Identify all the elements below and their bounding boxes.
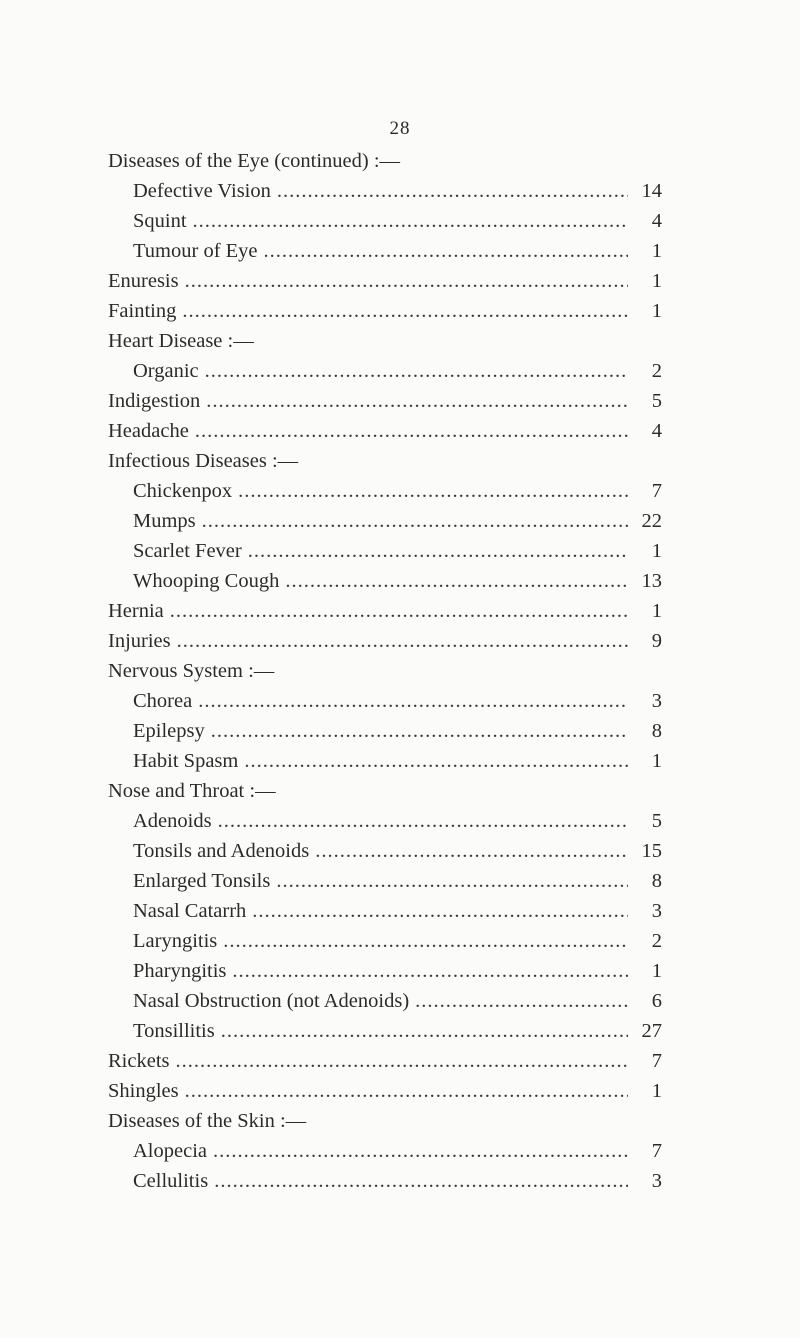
entry-label: Infectious Diseases :— [108, 450, 299, 472]
list-item [133, 716, 662, 746]
entry-count: 3 [651, 1170, 662, 1192]
entry-label: Diseases of the Skin :— [108, 1110, 307, 1132]
list-item [133, 1136, 662, 1166]
entry-count: 1 [651, 270, 662, 292]
entry-label: Defective Vision [133, 180, 271, 202]
dot-leader [264, 236, 628, 266]
dot-leader [170, 596, 628, 626]
entry-label: Tumour of Eye [133, 240, 258, 262]
dot-leader [276, 866, 628, 896]
list-item [108, 1046, 662, 1076]
dot-leader [185, 266, 628, 296]
list-item [133, 236, 662, 266]
list-item [133, 536, 662, 566]
entry-count: 1 [651, 1080, 662, 1102]
list-item [133, 506, 662, 536]
dot-leader [205, 356, 628, 386]
dot-leader [232, 956, 628, 986]
entry-label: Tonsillitis [133, 1020, 215, 1042]
list-item [133, 1016, 662, 1046]
list-item [108, 266, 662, 296]
dot-leader [211, 716, 628, 746]
entry-label: Enuresis [108, 270, 179, 292]
entry-count: 15 [641, 840, 662, 862]
dot-leader [238, 476, 628, 506]
dot-leader [202, 506, 628, 536]
entry-label: Squint [133, 210, 187, 232]
dot-leader [221, 1016, 628, 1046]
entry-count: 1 [651, 960, 662, 982]
entry-count: 14 [641, 180, 662, 202]
entry-label: Whooping Cough [133, 570, 280, 592]
entry-count: 5 [651, 810, 662, 832]
entry-count: 1 [651, 300, 662, 322]
dot-leader [214, 1166, 628, 1196]
entry-count: 8 [651, 720, 662, 742]
entry-label: Chickenpox [133, 480, 233, 502]
entry-label: Chorea [133, 690, 193, 712]
entry-count: 4 [651, 420, 662, 442]
entry-count: 3 [651, 900, 662, 922]
dot-leader [218, 806, 628, 836]
list-item [133, 896, 662, 926]
entry-count: 9 [651, 630, 662, 652]
entry-label: Nervous System :— [108, 660, 275, 682]
entry-count: 22 [641, 510, 662, 532]
entry-label: Pharyngitis [133, 960, 227, 982]
entry-label: Shingles [108, 1080, 179, 1102]
section-heading [108, 446, 298, 476]
list-item [133, 956, 662, 986]
entry-label: Epilepsy [133, 720, 205, 742]
entry-count: 7 [651, 1140, 662, 1162]
dot-leader [223, 926, 628, 956]
list-item [108, 596, 662, 626]
dot-leader [213, 1136, 628, 1166]
entry-count: 6 [651, 990, 662, 1012]
entry-label: Heart Disease :— [108, 330, 254, 352]
entry-count: 5 [651, 390, 662, 412]
list-item [108, 1076, 662, 1106]
entry-label: Fainting [108, 300, 177, 322]
dot-leader [176, 1046, 629, 1076]
dot-leader [415, 986, 628, 1016]
section-heading [108, 1106, 306, 1136]
entry-count: 1 [651, 600, 662, 622]
section-heading [108, 326, 254, 356]
entry-label: Mumps [133, 510, 196, 532]
entry-label: Headache [108, 420, 189, 442]
list-item [133, 686, 662, 716]
dot-leader [177, 626, 628, 656]
dot-leader [206, 386, 628, 416]
dot-leader [195, 416, 628, 446]
entry-label: Tonsils and Adenoids [133, 840, 310, 862]
entry-label: Diseases of the Eye (continued) :— [108, 150, 401, 172]
entry-count: 1 [651, 540, 662, 562]
entry-label: Enlarged Tonsils [133, 870, 271, 892]
dot-leader [277, 176, 628, 206]
list-item [133, 986, 662, 1016]
entry-label: Adenoids [133, 810, 212, 832]
entry-label: Rickets [108, 1050, 170, 1072]
dot-leader [244, 746, 628, 776]
entry-count: 3 [651, 690, 662, 712]
list-item [108, 416, 662, 446]
list-item [133, 746, 662, 776]
dot-leader [198, 686, 628, 716]
entry-label: Scarlet Fever [133, 540, 242, 562]
entry-label: Nasal Obstruction (not Adenoids) [133, 990, 410, 1012]
list-item [108, 296, 662, 326]
entry-count: 2 [651, 360, 662, 382]
list-item [133, 176, 662, 206]
entry-label: Cellulitis [133, 1170, 209, 1192]
entry-count: 27 [641, 1020, 662, 1042]
dot-leader [252, 896, 628, 926]
entry-count: 7 [651, 1050, 662, 1072]
entry-count: 8 [651, 870, 662, 892]
entry-label: Organic [133, 360, 199, 382]
list-item [133, 806, 662, 836]
entry-label: Habit Spasm [133, 750, 239, 772]
list-item [133, 566, 662, 596]
entry-label: Alopecia [133, 1140, 207, 1162]
list-item [133, 356, 662, 386]
list-item [108, 626, 662, 656]
entry-label: Nasal Catarrh [133, 900, 247, 922]
dot-leader [315, 836, 628, 866]
entry-label: Nose and Throat :— [108, 780, 276, 802]
entry-label: Indigestion [108, 390, 201, 412]
entry-label: Laryngitis [133, 930, 218, 952]
dot-leader [185, 1076, 628, 1106]
entry-count: 1 [651, 750, 662, 772]
list-item [133, 836, 662, 866]
entry-count: 2 [651, 930, 662, 952]
dot-leader [285, 566, 628, 596]
entry-count: 4 [651, 210, 662, 232]
entry-count: 7 [651, 480, 662, 502]
section-heading [108, 656, 274, 686]
dot-leader [193, 206, 628, 236]
section-heading [108, 146, 400, 176]
list-item [133, 206, 662, 236]
dot-leader [182, 296, 628, 326]
entry-label: Hernia [108, 600, 164, 622]
section-heading [108, 776, 276, 806]
list-item [108, 386, 662, 416]
entry-count: 1 [651, 240, 662, 262]
list-item [133, 926, 662, 956]
entry-count: 13 [641, 570, 662, 592]
list-item [133, 1166, 662, 1196]
entry-label: Injuries [108, 630, 171, 652]
list-item [133, 476, 662, 506]
page-number: 28 [389, 118, 411, 139]
dot-leader [248, 536, 628, 566]
list-item [133, 866, 662, 896]
